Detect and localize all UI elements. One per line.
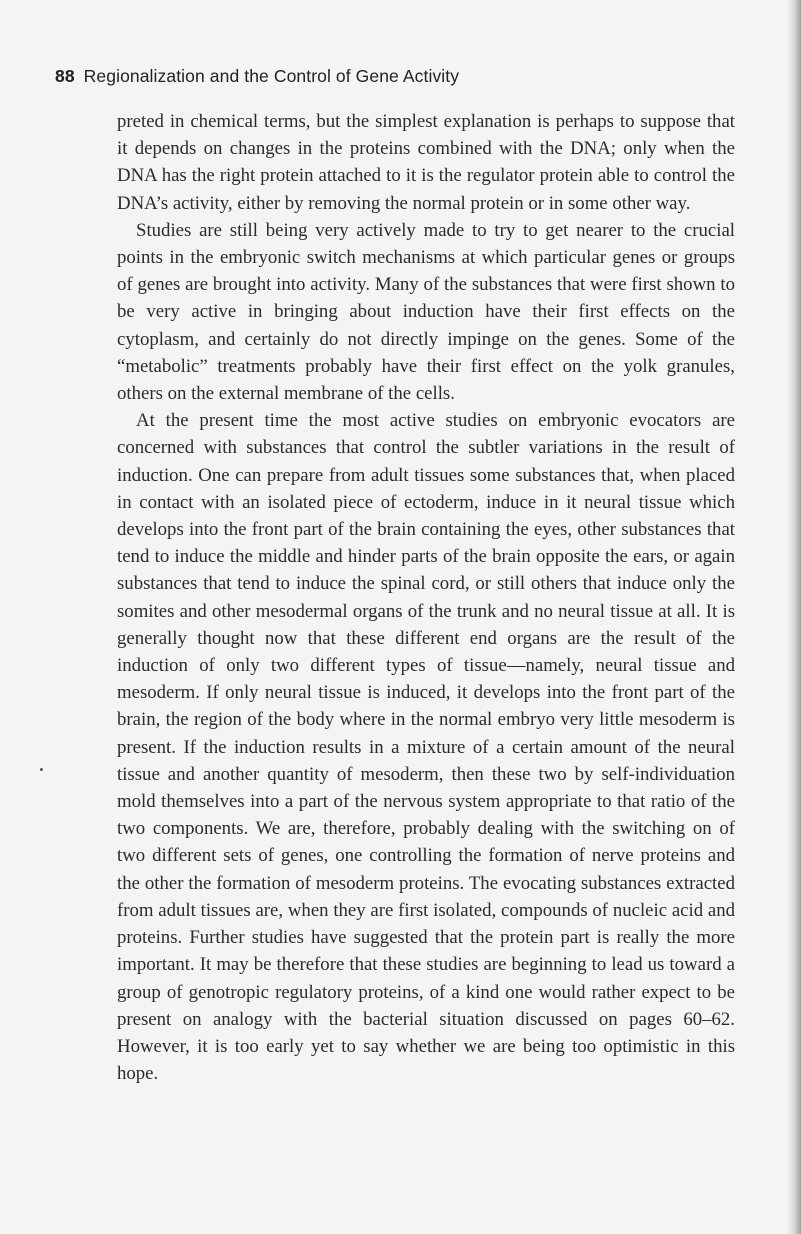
paragraph-2: Studies are still being very actively made to try to get nearer to the crucial points in the embryonic switch mechanisms at which particular genes or groups of genes are brought into activity. Many of the substances that were first shown to be very active in bringing about induction have their first effects on the cytoplasm, and certainly do not directly impinge on the genes. Some of the “metabolic” treatments probably have their first effect on the yolk granules, others on the external membrane of the cells.: [117, 219, 735, 405]
paragraph-1: preted in chemical terms, but the simplest explanation is perhaps to suppose that it depends on changes in the proteins combined with the DNA; only when the DNA has the right protein attached to it is the regulator protein able to control the DNA’s activity, either by removing the normal protein or in some other way.: [117, 111, 735, 214]
chapter-title: Regionalization and the Control of Gene Activity: [83, 66, 460, 86]
running-head: [55, 66, 459, 92]
body-text: [117, 108, 735, 1087]
page-number: 88: [55, 66, 75, 86]
page-edge-shadow: [787, 0, 801, 1234]
paragraph-3: At the present time the most active studies on embryonic evocators are concerned with substances that control the subtler variations in the result of induction. One can prepare from adult tissues some substances that, when placed in contact with an isolated piece of ectoderm, induce in it neural tissue which develops into the front part of the brain containing the eyes, other substances that tend to induce the middle and hinder parts of the brain opposite the ears, or again substances that tend to induce the spinal cord, or still others that induce only the somites and other mesodermal organs of the trunk and no neural tissue at all. It is generally thought now that these different end organs are the result of the induction of only two different types of tissue—namely, neural tissue and mesoderm. If only neural tissue is induced, it develops into the front part of the brain, the region of the body where in the normal embryo very little mesoderm is present. If the induction results in a mixture of a certain amount of the neural tissue and another quantity of mesoderm, then these two by self-individuation mold themselves into a part of the nervous system appropriate to that ratio of the two components. We are, therefore, probably dealing with the switching on of two different sets of genes, one controlling the formation of nerve proteins and the other the formation of mesoderm proteins. The evocating substances extracted from adult tissues are, when they are first isolated, compounds of nucleic acid and proteins. Further studies have suggested that the protein part is really the more important. It may be therefore that these studies are beginning to lead us toward a group of genotropic regulatory proteins, of a kind one would rather expect to be present on analogy with the bacterial situation discussed on pages 60–62. However, it is too early yet to say whether we are being too optimistic in this hope.: [117, 410, 735, 1085]
margin-speck: [40, 768, 43, 771]
